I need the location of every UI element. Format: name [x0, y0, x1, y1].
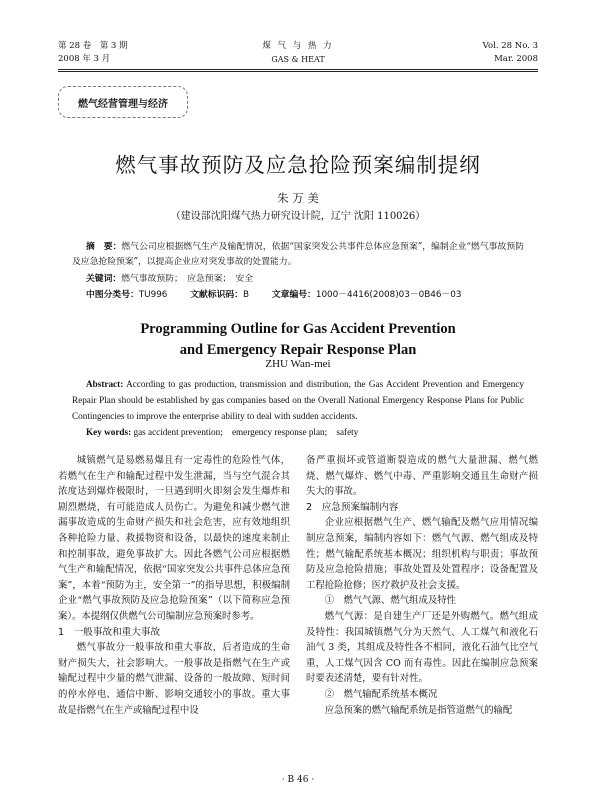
body-paragraph: 燃气气源：是自建生产厂还是外购燃气。燃气组成及特性：我国城镇燃气分为天然气、人工煤气和液化石油气 3 类，其组成及特性各不相同，液化石油气比空气重，人工煤气因含 CO 而有毒性。因此在编制应急预案时要表述清楚，要有针对性。	[306, 610, 538, 685]
author-en: ZHU Wan-mei	[265, 358, 331, 370]
keywords-cn-label: 关键词：	[86, 274, 122, 284]
article-number-value: 1000－4416(2008)03－0B46－03	[315, 290, 462, 300]
body-paragraph: 企业应根据燃气生产、燃气输配及燃气应用情况编制应急预案，编制内容如下：燃气气源、燃气组成及特性；燃气输配系统基本概况；组织机构与职责；事故预防及应急抢险措施；事故处置及处置程序；设备配置及工程抢险抢修；医疗救护及社会支援。	[306, 517, 538, 591]
journal-name-cn: 煤 气 与 热 力	[262, 41, 334, 51]
abstract-en	[72, 376, 524, 424]
keywords-en-label: Key words:	[86, 427, 132, 437]
classification-line	[86, 287, 461, 300]
article-title-en	[0, 319, 596, 361]
affiliation-cn: （建设部沈阳煤气热力研究设计院，辽宁 沈阳 110026）	[170, 211, 426, 222]
journal-volume-info-en	[483, 40, 538, 66]
abstract-en-label: Abstract:	[86, 379, 124, 389]
abstract-en-text: According to gas production, transmission and distribution, the Gas Accident Prevention and Emergency Repair Plan should be established by gas companies based on the Overall National Emergency Response Plans for Public Contingencies to improve the enterprise ability to deal with sudden accidents.	[72, 379, 524, 421]
body-paragraph: 城镇燃气是易燃易爆且有一定毒性的危险性气体，若燃气在生产和输配过程中发生泄漏，当与空气混合其浓度达到爆炸极限时，一旦遇到明火即刻会发生爆炸和剧烈燃烧，有可能造成人员伤亡。为避免和减少燃气泄漏事故造成的生命财产损失和社会危害，应有效地组织各种抢险力量、救援物资和设备，以最快的速度来制止和控制事故，避免事故扩大。因此各燃气公司应根据燃气生产和输配情况，依据“国家突发公共事件总体应急预案”，本着“预防为主，安全第一”的指导思想，积极编制企业“燃气事故预防及应急抢险预案”（以下简称应急预案）。本提纲仅供燃气公司编制应急预案时参考。	[58, 455, 290, 622]
article-number-label: 文章编号：	[271, 290, 316, 300]
article-title-cn: 燃气事故预防及应急抢险预案编制提纲	[115, 153, 481, 177]
keywords-en-text: gas accident prevention; emergency response plan; safety	[133, 427, 359, 437]
doc-code-label: 文献标识码：	[190, 290, 243, 300]
publication-date-en: Mar. 2008	[494, 54, 538, 64]
clc-label: 中图分类号：	[86, 290, 139, 300]
body-paragraph: 备严重损坏或管道断裂造成的燃气大量泄漏、燃气燃烧、燃气爆炸、燃气中毒、严重影响交通且生命财产损失大的事故。	[306, 455, 538, 498]
publication-date-cn: 2008 年 3 月	[58, 54, 111, 64]
volume-issue-en: Vol. 28 No. 3	[482, 41, 538, 51]
body-column-right	[306, 453, 538, 718]
article-title-en-line2: and Emergency Repair Response Plan	[179, 342, 417, 358]
article-title-en-line1: Programming Outline for Gas Accident Prevention	[140, 321, 456, 337]
doc-code-value: B	[243, 290, 250, 300]
abstract-cn-label: 摘 要：	[86, 242, 122, 252]
body-paragraph: 应急预案的燃气输配系统是指管道燃气的输配	[324, 704, 513, 716]
subsection-heading-1: ① 燃气气源、燃气组成及特性	[324, 595, 457, 607]
volume-issue: 第 28 卷 第 3 期	[58, 41, 128, 51]
journal-name-en: GAS & HEAT	[271, 55, 325, 64]
body-paragraph: 燃气事故分一般事故和重大事故，后者造成的生命财产损失大，社会影响大。一般事故是指燃气在生产或输配过程中少量的燃气泄漏、设备的一般故障、短时间的停水停电、通信中断、影响交通较小的事故。重大事故是指燃气在生产或输配过程中设	[58, 642, 290, 716]
section-heading-2: 2 应急预案编制内容	[306, 501, 399, 513]
body-column-left	[58, 453, 290, 718]
keywords-en	[86, 424, 358, 438]
clc-value: TU996	[138, 290, 168, 300]
header-rule-top	[58, 69, 538, 70]
keywords-cn-text: 燃气事故预防； 应急预案； 安全	[121, 274, 254, 284]
abstract-cn-text: 燃气公司应根据燃气生产及输配情况，依据“国家突发公共事件总体应急预案”，编制企业“燃气事故预防及应急抢险预案”，以提高企业应对突发事故的处置能力。	[72, 242, 524, 267]
section-label: 燃气经营管理与经济	[58, 86, 188, 118]
page-number: · B 46 ·	[281, 775, 315, 785]
author-cn: 朱 万 美	[277, 191, 319, 205]
subsection-heading-2: ② 燃气输配系统基本概况	[324, 688, 438, 700]
section-heading-1: 1 一般事故和重大事故	[58, 626, 161, 638]
keywords-cn	[86, 271, 253, 284]
abstract-cn	[72, 240, 524, 270]
header-rule-bottom	[58, 71, 538, 72]
